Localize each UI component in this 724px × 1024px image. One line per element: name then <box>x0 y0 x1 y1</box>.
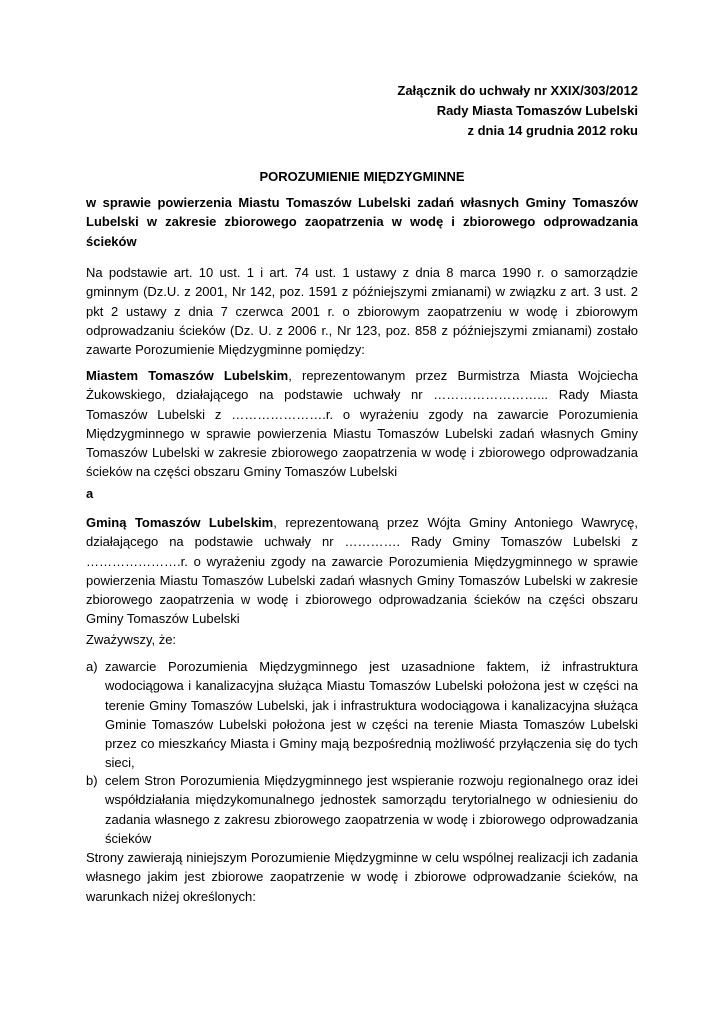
list-item-text: zawarcie Porozumienia Międzygminnego jest uzasadnione faktem, iż infrastruktura wodociągowa i kanalizacyjna służąca Miastu Tomaszów Lubelski położona jest w części na terenie Gminy Tomaszów Lubelski, jak i infrastruktura wodociągowa i kanalizacyjna służąca Gminie Tomaszów Lubelski położona jest w części na terenie Miasta Tomaszów Lubelski przez co mieszkańcy Miasta i Gminy mają bezpośrednią możliwość przyłączenia się do tych sieci, <box>105 659 638 771</box>
list-marker: b) <box>86 773 98 788</box>
closing-paragraph: Strony zawierają niniejszym Porozumienie Międzygminne w celu wspólnej realizacji ich zadania własnego jakim jest zbiorowe zaopatrzenie w wodę i zbiorowe odprowadzanie ścieków, na warunkach niżej określonych: <box>86 850 638 904</box>
attachment-line-3: z dnia 14 grudnia 2012 roku <box>467 123 638 138</box>
party-2-paragraph <box>86 513 638 629</box>
conjunction: a <box>86 486 94 501</box>
document-title: POROZUMIENIE MIĘDZYGMINNE <box>259 169 465 184</box>
list-item-text: celem Stron Porozumienia Międzygminnego jest wspieranie rozwoju regionalnego oraz idei współdziałania międzykomunalnego jednostek samorządu terytorialnego w odniesieniu do zadania własnego z zakresu zbiorowego zaopatrzenia w wodę i zbiorowego odprowadzania ścieków <box>105 773 638 846</box>
party-1-paragraph <box>86 366 638 482</box>
list-marker: a) <box>86 659 98 674</box>
attachment-header <box>397 81 638 141</box>
party-1-name: Miastem Tomaszów Lubelskim <box>86 368 289 383</box>
legal-basis-paragraph: Na podstawie art. 10 ust. 1 i art. 74 ust. 1 ustawy z dnia 8 marca 1990 r. o samorządzie gminnym (Dz.U. z 2001, Nr 142, poz. 1591 z późniejszymi zmianami) w związku z art. 3 ust. 2 pkt 2 ustawy z dnia 7 czerwca 2001 r. o zbiorowym zaopatrzeniu w wodę i zbiorowym odprowadzaniu ścieków (Dz. U. z 2006 r., Nr 123, poz. 858 z późniejszymi zmianami) zostało zawarte Porozumienie Międzygminne pomiędzy: <box>86 265 638 358</box>
attachment-line-2: Rady Miasta Tomaszów Lubelski <box>436 103 638 118</box>
party-2-text: , reprezentowaną przez Wójta Gminy Antoniego Wawrycę, działającego na podstawie uchwały nr …………. Rady Gminy Tomaszów Lubelski z ………………….r. o wyrażeniu zgody na zawarcie Porozumienia Międzygminnego w sprawie powierzenia Miastu Tomaszów Lubelski zadań własnych Gminy Tomaszów Lubelski w zakresie zbiorowego zaopatrzenia w wodę i zbiorowego odprowadzania ścieków na części obszaru Gminy Tomaszów Lubelski <box>86 515 639 627</box>
party-1-text: , reprezentowanym przez Burmistrza Miasta Wojciecha Żukowskiego, działającego na podstawie uchwały nr ……………………... Rady Miasta Tomaszów Lubelski z ………………….r. o wyrażeniu zgody na zawarcie Porozumienia Międzygminnego w sprawie powierzenia Miastu Tomaszów Lubelski zadań własnych Gminy Tomaszów Lubelski w zakresie zbiorowego zaopatrzenia w wodę i zbiorowego odprowadzania ścieków na części obszaru Gminy Tomaszów Lubelski <box>86 368 638 480</box>
document-subject: w sprawie powierzenia Miastu Tomaszów Lubelski zadań własnych Gminy Tomaszów Lubelski w zakresie zbiorowego zaopatrzenia w wodę i zbiorowego odprowadzania ścieków <box>86 195 638 249</box>
whereas-heading: Zważywszy, że: <box>86 632 177 647</box>
attachment-line-1: Załącznik do uchwały nr XXIX/303/2012 <box>397 83 638 98</box>
party-2-name: Gminą Tomaszów Lubelskim <box>86 515 274 530</box>
